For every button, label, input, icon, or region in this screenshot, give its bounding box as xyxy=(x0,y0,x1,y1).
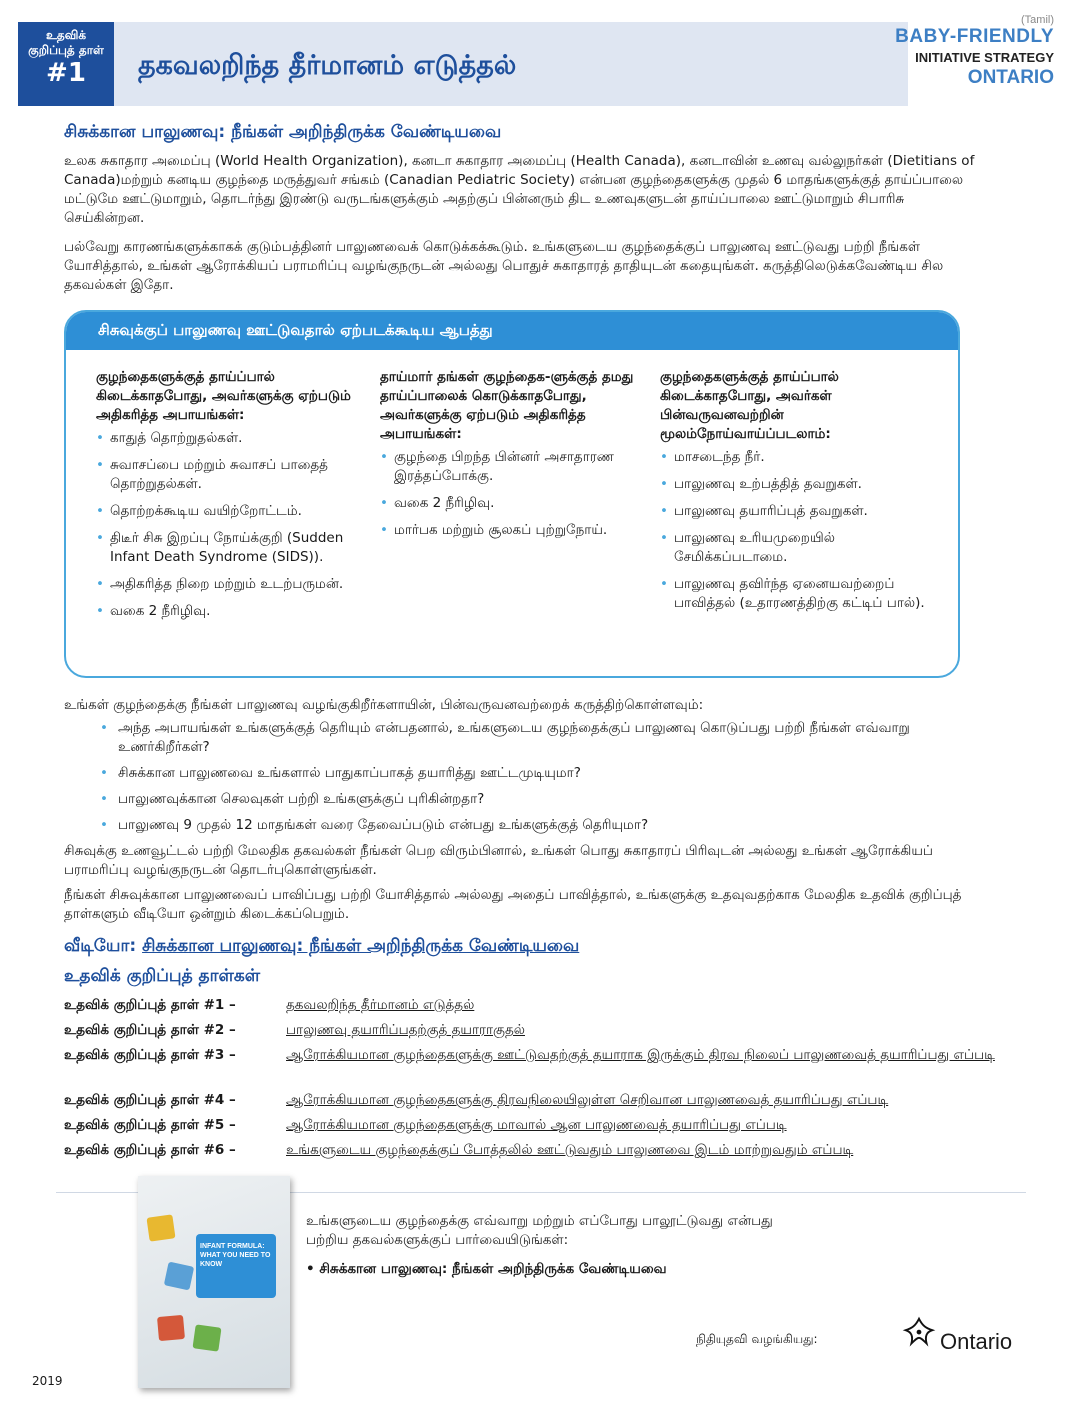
risk-column-heading: தாய்மார் தங்கள் குழந்தைக-ளுக்குத் தமது தாய்ப்பாலைக் கொடுக்காதபோது, அவர்களுக்கு ஏற்படும் அதிகரித்த அபாயங்கள்: xyxy=(380,369,634,442)
tip-sheet-row xyxy=(64,1091,1014,1110)
bfi-logo xyxy=(895,14,1054,89)
list-item: • சுவாசப்பை மற்றும் சுவாசப் பாதைத் தொற்றுதல்கள். xyxy=(96,456,366,494)
list-item: • வகை 2 நீரிழிவு. xyxy=(96,602,366,621)
block-graphic xyxy=(164,1262,194,1291)
tip-sheet-link[interactable]: ஆரோக்கியமான குழந்தைகளுக்கு ஊட்டுவதற்குத் தயாராக இருக்கும் திரவ நிலைப் பாலுணவைத் தயாரிப்பது எப்படி xyxy=(286,1047,995,1063)
booklet-cover-title: INFANT FORMULA: WHAT YOU NEED TO KNOW xyxy=(196,1234,276,1298)
list-item: • சிசுக்கான பாலுணவை உங்களால் பாதுகாப்பாகத் தயாரித்து ஊட்டமுடியுமா? xyxy=(100,764,980,783)
brand-line2: INITIATIVE STRATEGY xyxy=(915,50,1054,65)
contact-paragraph: சிசுவுக்கு உணவூட்டல் பற்றி மேலதிக தகவல்கள் நீங்கள் பெற விரும்பினால், உங்கள் பொது சுகாதாரப் பிரிவுடன் அல்லது உங்கள் ஆரோக்கியப் பராமரிப்பு வழங்குநருடன் தொடர்புகொள்ளுங்கள். xyxy=(64,843,933,878)
list-item: • திடீர் சிசு இறப்பு நோய்க்குறி (Sudden Infant Death Syndrome (SIDS)). xyxy=(96,529,366,567)
risk-column-infant xyxy=(96,368,366,629)
block-graphic xyxy=(157,1315,185,1341)
risk-list xyxy=(96,429,366,621)
list-item: • பாலுணவு உரியமுறையில் சேமிக்கப்படாமை. xyxy=(660,529,940,567)
tip-sheet-label: உதவிக் குறிப்புத் தாள் #4 – xyxy=(64,1092,236,1108)
risk-column-mother xyxy=(380,368,640,548)
more-info-text: உங்களுடைய குழந்தைக்கு எவ்வாறு மற்றும் எப்போது பாலூட்டுவது என்பது பற்றிய தகவல்களுக்குப் பார்வையிடுங்கள்: xyxy=(306,1213,773,1248)
risk-list xyxy=(380,448,640,540)
list-item: • பாலுணவு தயாரிப்புத் தவறுகள். xyxy=(660,502,940,521)
tip-sheet-link[interactable]: தகவலறிந்த தீர்மானம் எடுத்தல் xyxy=(286,997,475,1013)
tip-sheet-row xyxy=(64,1116,1014,1135)
tip-sheet-label: உதவிக் குறிப்புத் தாள் #6 – xyxy=(64,1142,236,1158)
badge-line1: உதவிக் xyxy=(45,28,87,42)
risk-column-heading: குழந்தைகளுக்குத் தாய்ப்பால் கிடைக்காதபோது, அவர்களுக்கு ஏற்படும் அதிகரித்த அபாயங்கள்: xyxy=(96,369,351,423)
video-label: வீடியோ: xyxy=(64,936,137,956)
more-info-link[interactable]: • சிசுக்கான பாலுணவு: நீங்கள் அறிந்திருக்க வேண்டியவை xyxy=(306,1261,667,1277)
tip-sheet-link[interactable]: பாலுணவு தயாரிப்பதற்குத் தயாராகுதல் xyxy=(286,1022,525,1038)
tip-sheet-link[interactable]: ஆரோக்கியமான குழந்தைகளுக்கு மாவால் ஆன பாலுணவைத் தயாரிப்பது எப்படி xyxy=(286,1117,787,1133)
list-item: • பாலுணவுக்கான செலவுகள் பற்றி உங்களுக்குப் புரிகின்றதா? xyxy=(100,790,980,809)
questions-list xyxy=(100,719,980,842)
brand-line1: BABY-FRIENDLY xyxy=(895,26,1054,47)
tip-sheet-row xyxy=(64,1021,1014,1040)
section-heading: சிசுக்கான பாலுணவு: நீங்கள் அறிந்திருக்க வேண்டியவை xyxy=(64,122,502,142)
tip-sheet-label: உதவிக் குறிப்புத் தாள் #1 – xyxy=(64,997,236,1013)
list-item: • அந்த அபாயங்கள் உங்களுக்குத் தெரியும் என்பதனால், உங்களுடைய குழந்தைக்குப் பாலுணவு கொடுப்பது பற்றி நீங்கள் எவ்வாறு உணர்கிறீர்கள்? xyxy=(100,719,980,757)
risk-list xyxy=(660,448,940,613)
risk-column-illness xyxy=(660,368,940,621)
tip-sheet-row xyxy=(64,996,1014,1015)
list-item: • மாசடைந்த நீர். xyxy=(660,448,940,467)
list-item: • பாலுணவு தவிர்ந்த ஏனையவற்றைப் பாவித்தல் (உதாரணத்திற்கு கட்டிப் பால்). xyxy=(660,575,940,613)
list-item: • பாலுணவு 9 முதல் 12 மாதங்கள் வரை தேவைப்படும் என்பது உங்களுக்குத் தெரியுமா? xyxy=(100,816,980,835)
tip-sheet-row xyxy=(64,1046,1014,1065)
more-info-box xyxy=(306,1212,786,1279)
ontario-wordmark: Ontario xyxy=(940,1329,1013,1354)
list-item: • குழந்தை பிறந்த பின்னர் அசாதாரண இரத்தப்போக்கு. xyxy=(380,448,640,486)
list-item: • தொற்றக்கூடிய வயிற்றோட்டம். xyxy=(96,502,366,521)
risk-box xyxy=(64,310,960,678)
risk-box-heading: சிசுவுக்குப் பாலுணவு ஊட்டுவதால் ஏற்படக்கூடிய ஆபத்து xyxy=(66,312,958,350)
intro-paragraph: உலக சுகாதார அமைப்பு (World Health Organization), கனடா சுகாதார அமைப்பு (Health Canada), கனடாவின் உணவு வல்லுநர்கள் (Dietitians of Canada)மற்றும் கனடிய குழந்தை மருத்துவர் சங்கம் (Canadian Pediatric Society) என்பன குழந்தைகளுக்கு முதல் 6 மாதங்களுக்குத் தாய்ப்பாலை மட்டுமே ஊட்டுமாறும், தொடர்ந்து இரண்டு வருடங்களுக்கும் அதற்குப் பின்னரும் திட உணவுகளுடன் தாய்ப்பாலை ஊட்டுமாறும் சிபாரிசு செய்கின்றன. xyxy=(64,153,975,226)
questions-intro: உங்கள் குழந்தைக்கு நீங்கள் பாலுணவு வழங்குகிறீர்களாயின், பின்வருவனவற்றைக் கருத்திற்கொள்ளவும்: xyxy=(64,697,704,713)
list-item: • காதுத் தொற்றுதல்கள். xyxy=(96,429,366,448)
tip-sheet-label: உதவிக் குறிப்புத் தாள் #2 – xyxy=(64,1022,236,1038)
video-link[interactable]: சிசுக்கான பாலுணவு: நீங்கள் அறிந்திருக்க வேண்டியவை xyxy=(142,936,580,956)
list-item: • மார்பக மற்றும் சூலகப் புற்றுநோய். xyxy=(380,521,640,540)
resources-paragraph: நீங்கள் சிசுவுக்கான பாலுணவைப் பாவிப்பது பற்றி யோசித்தால் அல்லது அதைப் பாவித்தால், உங்களுக்கு உதவுவதற்காக மேலதிக உதவிக் குறிப்புத் தாள்களும் வீடியோ ஒன்றும் கிடைக்கப்பெறும். xyxy=(64,887,962,922)
risk-column-heading: குழந்தைகளுக்குத் தாய்ப்பால் கிடைக்காதபோது, அவர்கள் பின்வருவனவற்றின் மூலம்நோய்வாய்ப்படலாம்: xyxy=(660,369,839,442)
block-graphic xyxy=(192,1324,221,1351)
badge-number: #1 xyxy=(46,58,86,88)
tip-sheet-label: உதவிக் குறிப்புத் தாள் #5 – xyxy=(64,1117,236,1133)
trillium-icon xyxy=(900,1314,938,1354)
list-item: • பாலுணவு உற்பத்தித் தவறுகள். xyxy=(660,475,940,494)
badge-label xyxy=(18,22,114,58)
brand-language: (Tamil) xyxy=(1021,14,1054,26)
page-title: தகவலறிந்த தீர்மானம் எடுத்தல் xyxy=(138,50,517,81)
badge-line2: குறிப்புத் தாள் xyxy=(28,43,104,57)
list-item: • வகை 2 நீரிழிவு. xyxy=(380,494,640,513)
publication-year: 2019 xyxy=(32,1374,63,1388)
funding-label: நிதியுதவி வழங்கியது: xyxy=(696,1332,818,1346)
tip-sheet-badge xyxy=(18,22,114,106)
list-item: • அதிகரித்த நிறை மற்றும் உடற்பருமன். xyxy=(96,575,366,594)
ontario-logo xyxy=(900,1314,1012,1354)
video-line xyxy=(64,936,579,958)
tip-sheet-row xyxy=(64,1141,1014,1160)
booklet-thumbnail[interactable] xyxy=(138,1176,290,1388)
tip-sheet-link[interactable]: ஆரோக்கியமான குழந்தைகளுக்கு திரவநிலையிலுள்ள செறிவான பாலுணவைத் தயாரிப்பது எப்படி xyxy=(286,1092,889,1108)
block-graphic xyxy=(146,1214,175,1241)
tip-sheets-heading: உதவிக் குறிப்புத் தாள்கள் xyxy=(64,966,261,986)
reasons-paragraph: பல்வேறு காரணங்களுக்காகக் குடும்பத்தினர் பாலுணவைக் கொடுக்கக்கூடும். உங்களுடைய குழந்தைக்குப் பாலுணவு ஊட்டுவது பற்றி நீங்கள் யோசித்தால், உங்கள் ஆரோக்கியப் பராமரிப்பு வழங்குநருடன் அல்லது பொதுச் சுகாதாரத் தாதியுடன் கதையுங்கள். கருத்திலெடுக்கவேண்டிய சில தகவல்கள் இதோ. xyxy=(64,239,944,293)
tip-sheet-label: உதவிக் குறிப்புத் தாள் #3 – xyxy=(64,1047,236,1063)
title-bar xyxy=(114,22,908,106)
brand-line3: ONTARIO xyxy=(967,67,1054,88)
tip-sheet-link[interactable]: உங்களுடைய குழந்தைக்குப் போத்தலில் ஊட்டுவதும் பாலுணவை இடம் மாற்றுவதும் எப்படி xyxy=(286,1142,854,1158)
